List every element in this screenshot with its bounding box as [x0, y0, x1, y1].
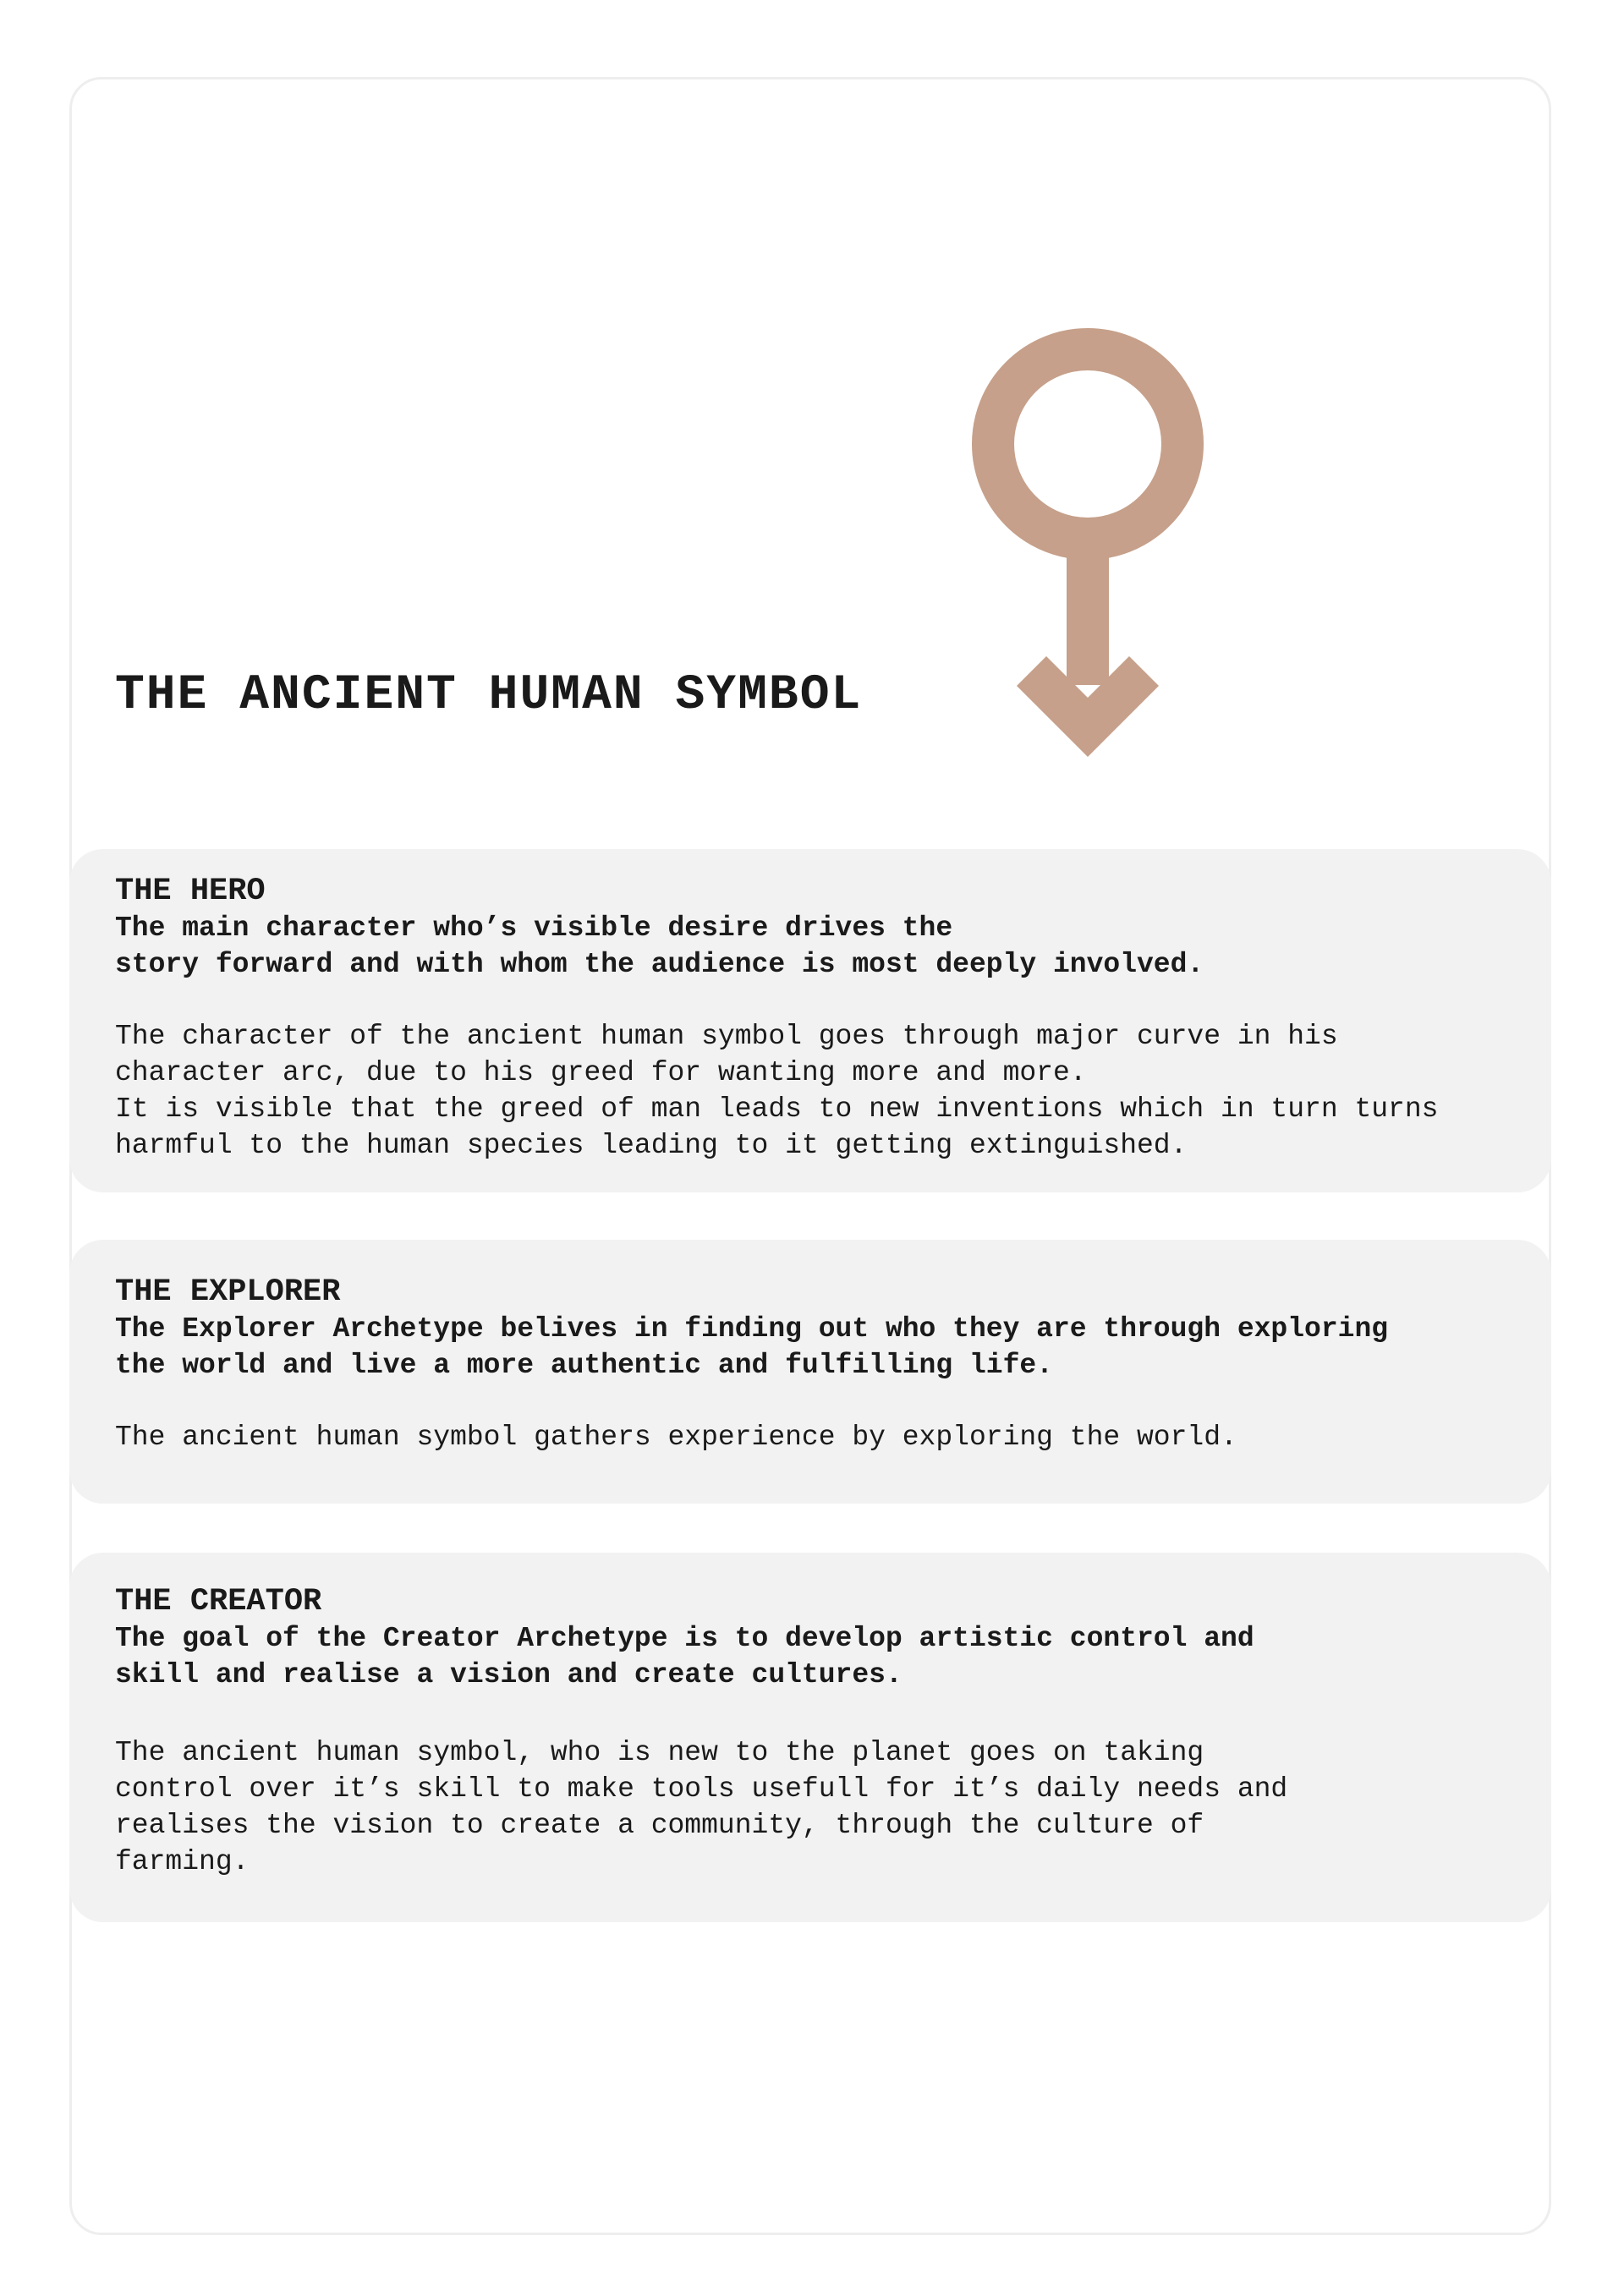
section-heading: THE HERO — [115, 874, 266, 909]
section-lead: The Explorer Archetype belives in finding out who they are through exploring the world and live a more authentic and fulfilling life. — [115, 1313, 1389, 1381]
section-body: The character of the ancient human symbol goes through major curve in his character arc, due to his greed for wanting more and more. It is visible that the greed of man leads to new inventions which in turn turns harmful to the human species leading to it getting extinguished. — [115, 1021, 1439, 1161]
symbol-ring — [993, 349, 1182, 539]
section-card-hero — [69, 849, 1551, 1192]
section-lead: The main character who’s visible desire drives the story forward and with whom the audience is most deeply involved. — [115, 912, 1204, 980]
section-card-explorer — [69, 1240, 1551, 1504]
section-heading: THE CREATOR — [115, 1584, 322, 1619]
section-lead: The goal of the Creator Archetype is to develop artistic control and skill and realise a vision and create cultures. — [115, 1623, 1254, 1690]
section-heading: THE EXPLORER — [115, 1274, 341, 1310]
page-title: THE ANCIENT HUMAN SYMBOL — [115, 668, 863, 723]
section-body: The ancient human symbol, who is new to the planet goes on taking control over it’s skill to make tools usefull for it’s daily needs and realises the vision to create a community, through the culture of farming. — [115, 1737, 1288, 1877]
section-body: The ancient human symbol gathers experience by exploring the world. — [115, 1422, 1237, 1453]
ancient-human-symbol-icon — [964, 326, 1218, 765]
section-card-creator — [69, 1553, 1551, 1922]
symbol-stem — [1067, 537, 1109, 685]
